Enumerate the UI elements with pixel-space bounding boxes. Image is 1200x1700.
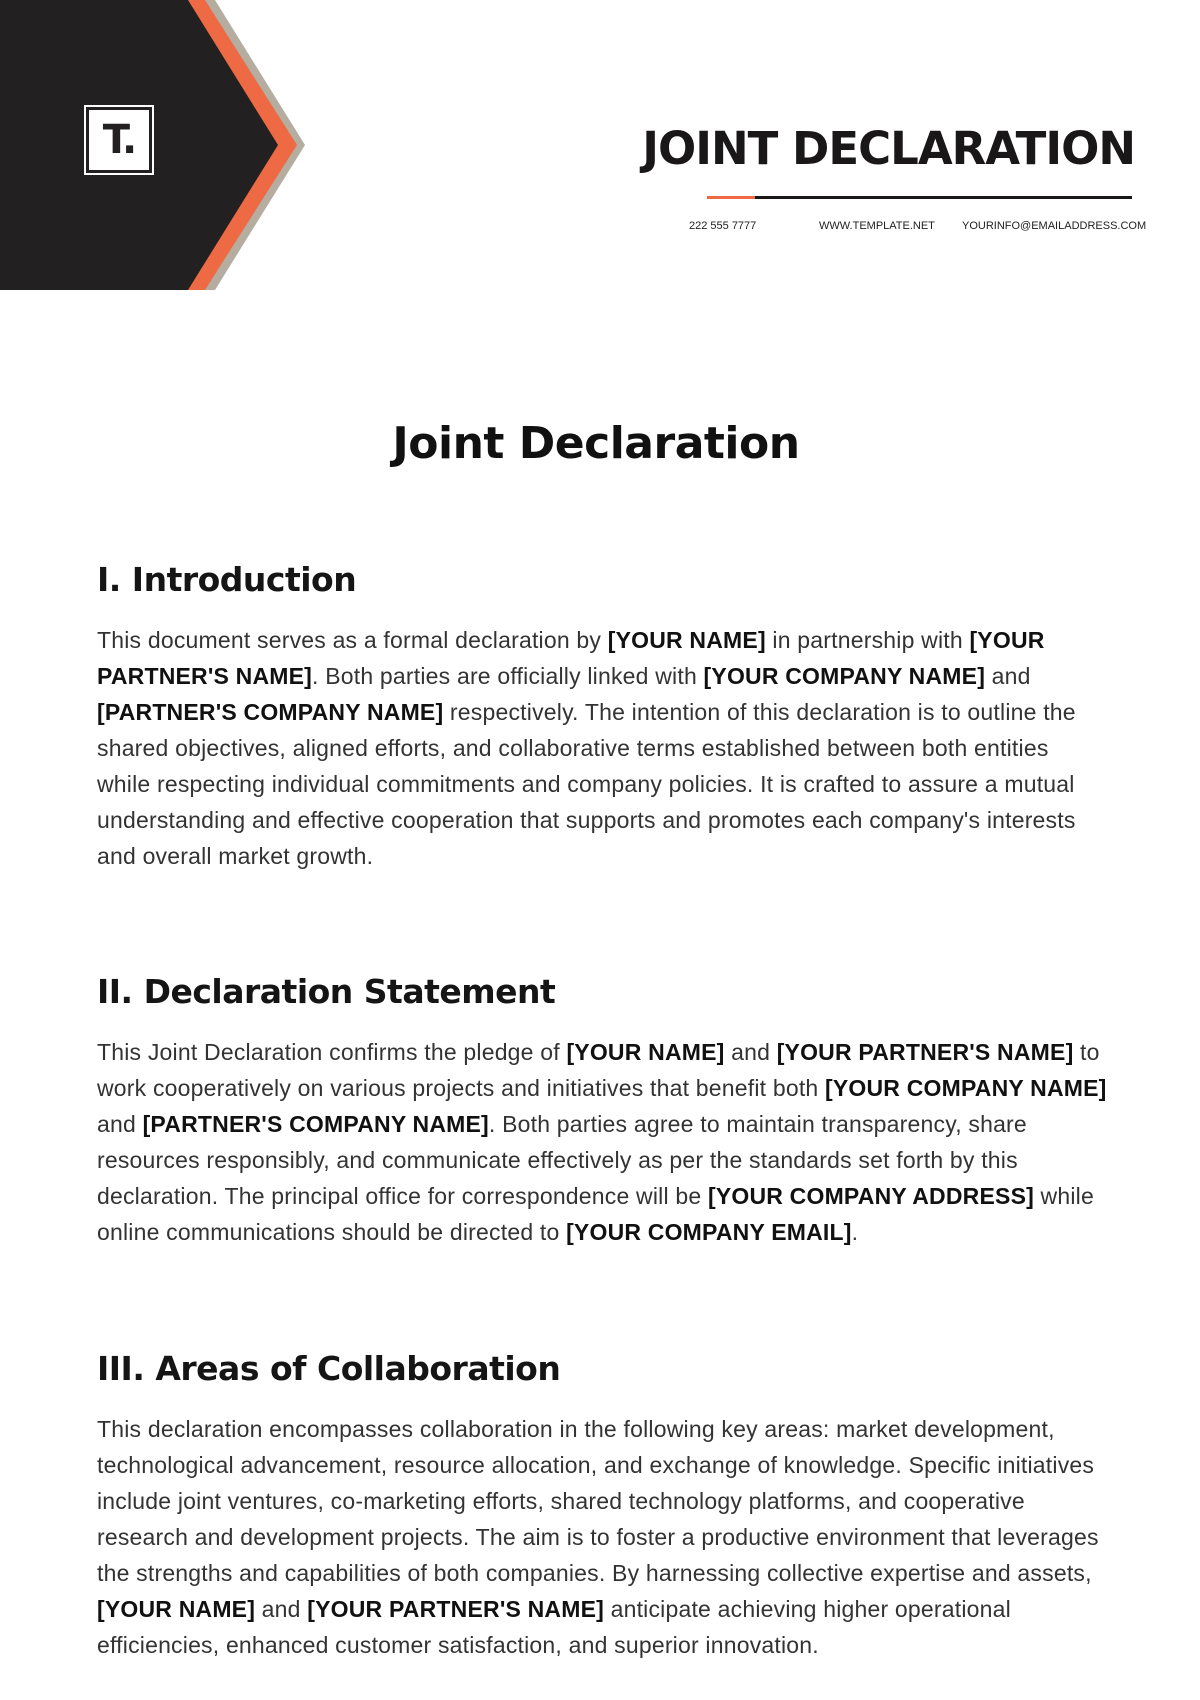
section-declaration-statement	[97, 972, 1107, 1250]
paragraph-text: and	[724, 1039, 777, 1065]
placeholder-partner-name: [YOUR PARTNER'S NAME]	[776, 1039, 1074, 1065]
section-introduction	[97, 560, 1107, 874]
paragraph-text: to work cooperatively on various projects and initiatives that benefit both	[97, 1039, 1100, 1101]
section-heading: III. Areas of Collaboration	[97, 1349, 561, 1388]
section-heading: I. Introduction	[97, 560, 357, 599]
paragraph-text: This Joint Declaration confirms the pledge of	[97, 1039, 567, 1065]
header-title: JOINT DECLARATION	[642, 122, 1135, 175]
header-chevron-graphic	[0, 0, 320, 300]
paragraph-text: anticipate achieving higher operational efficiencies, enhanced customer satisfaction, and superior innovation.	[97, 1596, 1011, 1658]
section-paragraph	[97, 1034, 1107, 1250]
header-divider	[707, 196, 1132, 199]
paragraph-text: . Both parties are officially linked with	[312, 663, 704, 689]
paragraph-text: . Both parties agree to maintain transparency, share resources responsibly, and communicate effectively as per the standards set forth by this declaration. The principal office for correspondence will be	[97, 1111, 1027, 1209]
section-paragraph	[97, 622, 1107, 874]
header-divider-accent	[707, 196, 755, 199]
contact-email: YOURINFO@EMAILADDRESS.COM	[962, 220, 1147, 232]
placeholder-your-name: [YOUR NAME]	[97, 1596, 256, 1622]
section-paragraph	[97, 1411, 1107, 1663]
logo	[84, 105, 154, 175]
section-areas-of-collaboration	[97, 1349, 1107, 1663]
paragraph-text: respectively. The intention of this declaration is to outline the shared objectives, aligned efforts, and collaborative terms established between both entities while respecting individual commitments and company policies. It is crafted to assure a mutual understanding and effective cooperation that supports and promotes each company's interests and overall market growth.	[97, 699, 1076, 869]
document-title: Joint Declaration	[392, 418, 800, 469]
paragraph-text: and	[97, 1111, 143, 1137]
paragraph-text: .	[851, 1219, 859, 1245]
placeholder-company-address: [YOUR COMPANY ADDRESS]	[707, 1183, 1034, 1209]
placeholder-your-company-name: [YOUR COMPANY NAME]	[703, 663, 986, 689]
placeholder-your-name: [YOUR NAME]	[607, 627, 766, 653]
placeholder-partner-company-name: [PARTNER'S COMPANY NAME]	[142, 1111, 489, 1137]
logo-mark: T.	[89, 110, 149, 170]
placeholder-partner-company-name: [PARTNER'S COMPANY NAME]	[97, 699, 444, 725]
paragraph-text: while online communications should be directed to	[97, 1183, 1094, 1245]
contact-website: WWW.TEMPLATE.NET	[819, 220, 935, 232]
section-heading: II. Declaration Statement	[97, 972, 556, 1011]
placeholder-company-email: [YOUR COMPANY EMAIL]	[566, 1219, 852, 1245]
paragraph-text: This document serves as a formal declaration by	[97, 627, 608, 653]
paragraph-text: and	[255, 1596, 308, 1622]
paragraph-text: in partnership with	[765, 627, 970, 653]
paragraph-text: and	[985, 663, 1031, 689]
placeholder-partner-name: [YOUR PARTNER'S NAME]	[97, 627, 1045, 689]
placeholder-partner-name: [YOUR PARTNER'S NAME]	[307, 1596, 604, 1622]
placeholder-your-name: [YOUR NAME]	[566, 1039, 725, 1065]
paragraph-text: This declaration encompasses collaboration in the following key areas: market development, technological advancement, resource allocation, and exchange of knowledge. Specific initiatives include joint ventures, co-marketing efforts, shared technology platforms, and cooperative research and development projects. The aim is to foster a productive environment that leverages the strengths and capabilities of both companies. By harnessing collective expertise and assets,	[97, 1416, 1099, 1586]
contact-phone: 222 555 7777	[689, 220, 757, 232]
placeholder-your-company-name: [YOUR COMPANY NAME]	[825, 1075, 1107, 1101]
